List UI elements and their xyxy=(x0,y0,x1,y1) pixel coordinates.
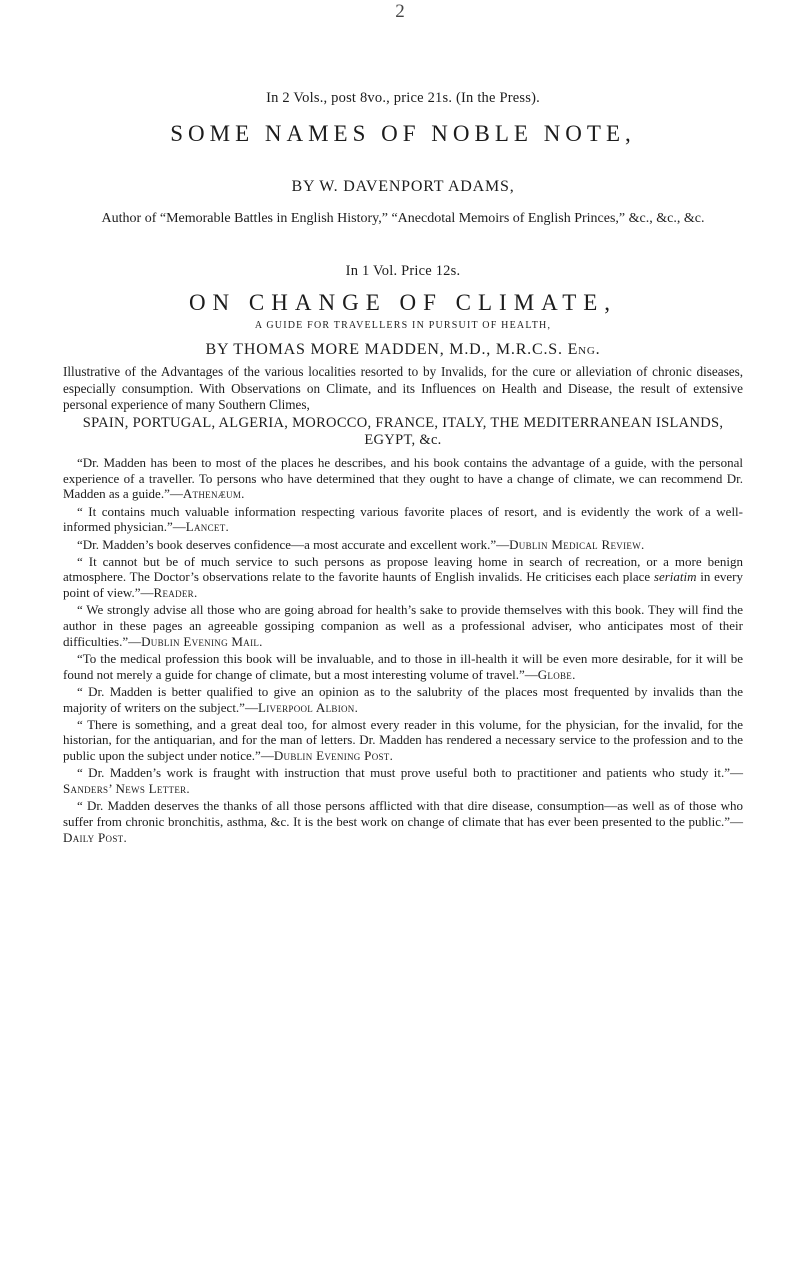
book2-subtitle: A GUIDE FOR TRAVELLERS IN PURSUIT OF HEALTH, xyxy=(254,320,552,331)
review-dublin-evening-post xyxy=(63,717,743,764)
book2-publication-line: In 1 Vol. Price 12s. xyxy=(345,263,461,279)
book1-title: SOME NAMES OF NOBLE NOTE, xyxy=(170,121,636,146)
book2-title: ON CHANGE OF CLIMATE, xyxy=(188,290,618,315)
review-sanders-news-letter xyxy=(63,765,743,796)
book2-byline-name: BY THOMAS MORE MADDEN, M.D., M.R.C.S. xyxy=(205,341,563,358)
review-source: Reader. xyxy=(153,585,198,601)
review-text: “ Dr. Madden deserves the thanks of all those persons afflicted with that dire disease, consumption—as well as of those who suffer from chronic bronchitis, asthma, &c. It is the best work on change of climate that has ever been presented to the public.”— xyxy=(63,798,743,829)
book2-byline xyxy=(63,341,743,359)
review-source: Dublin Evening Mail. xyxy=(141,633,263,649)
book2-byline-suffix: Eng. xyxy=(567,341,601,358)
review-text: “ It contains much valuable information respecting various favorite places of resort, and is evidently the work of a well-informed physician.”— xyxy=(63,503,743,535)
book2-places: SPAIN, PORTUGAL, ALGERIA, MOROCCO, FRANCE, ITALY, THE MEDITERRANEAN ISLANDS, EGYPT, &c. xyxy=(82,415,724,448)
review-text: “ Dr. Madden’s work is fraught with instruction that must prove useful both to practitioner and patients who study it.”— xyxy=(77,765,743,781)
page-number: 2 xyxy=(395,1,405,22)
review-text: “Dr. Madden’s book deserves confidence—a most accurate and excellent work.”— xyxy=(77,536,510,552)
review-source: Sanders’ News Letter. xyxy=(63,781,190,797)
book2-description: Illustrative of the Advantages of the various localities resorted to by Invalids, for the cure or alleviation of chronic diseases, especially consumption. With Observations on Climate, and its Influences on Health and Disease, the result of extensive personal experience of many Southern Climes, xyxy=(63,364,743,412)
review-text: “ There is something, and a great deal too, for almost every reader in this volume, for the physician, for the invalid, for the historian, for the antiquarian, and for the man of letters. Dr. Madden has rendered a necessary service to the profession and to the public upon the subject under notice.”— xyxy=(63,716,743,764)
review-text: “Dr. Madden has been to most of the places he describes, and his book contains the advantage of a guide, with the personal experience of a traveller. To persons who have determined that they ought to have a change of climate, we can recommend Dr. Madden as a guide.”— xyxy=(63,455,743,502)
review-text: “ We strongly advise all those who are going abroad for health’s sake to provide themselves with this book. They will find the author in these pages an agreeable gossiping companion as well as a professional adviser, who anticipates most of their difficulties.”— xyxy=(63,602,743,649)
book1-publication-line: In 2 Vols., post 8vo., price 21s. (In the Press). xyxy=(266,90,540,106)
review-source: Dublin Evening Post. xyxy=(273,748,394,764)
review-dublin-medical xyxy=(63,537,743,553)
review-text: “ Dr. Madden is better qualified to give an opinion as to the salubrity of the places most frequented by invalids than the majority of writers on the subject.”— xyxy=(63,683,743,715)
review-daily-post xyxy=(63,798,743,845)
review-source: Liverpool Albion. xyxy=(257,699,359,715)
reviews-list xyxy=(63,455,743,847)
review-text-end: in every point of view.”— xyxy=(63,569,743,601)
review-source: Athenæum. xyxy=(182,486,245,502)
review-lancet xyxy=(63,504,743,535)
book1-author-of: Author of “Memorable Battles in English History,” “Anecdotal Memoirs of English Princes,” &c., &c., &c. xyxy=(101,211,705,226)
review-source: Daily Post. xyxy=(63,829,128,845)
book1-byline: BY W. DAVENPORT ADAMS, xyxy=(291,178,515,195)
review-text: “To the medical profession this book will be invaluable, and to those in ill-health it will be even more desirable, for it will be found not merely a guide for change of climate, but a most interesting volume of travel.”— xyxy=(63,650,743,682)
review-globe xyxy=(63,651,743,682)
review-dublin-evening-mail xyxy=(63,602,743,649)
review-liverpool-albion xyxy=(63,684,743,715)
review-reader xyxy=(63,554,743,601)
review-source: Dublin Medical Review. xyxy=(509,536,645,552)
review-source: Lancet. xyxy=(185,519,230,535)
review-athenaeum xyxy=(63,455,743,502)
review-text: “ It cannot but be of much service to such persons as propose leaving home in search of recreation, or a more benign atmosphere. The Doctor’s observations relate to the favorite haunts of English invalids. He criticises each place xyxy=(63,553,743,585)
review-source: Globe. xyxy=(537,666,576,682)
review-emphasis: seriatim xyxy=(653,569,697,585)
